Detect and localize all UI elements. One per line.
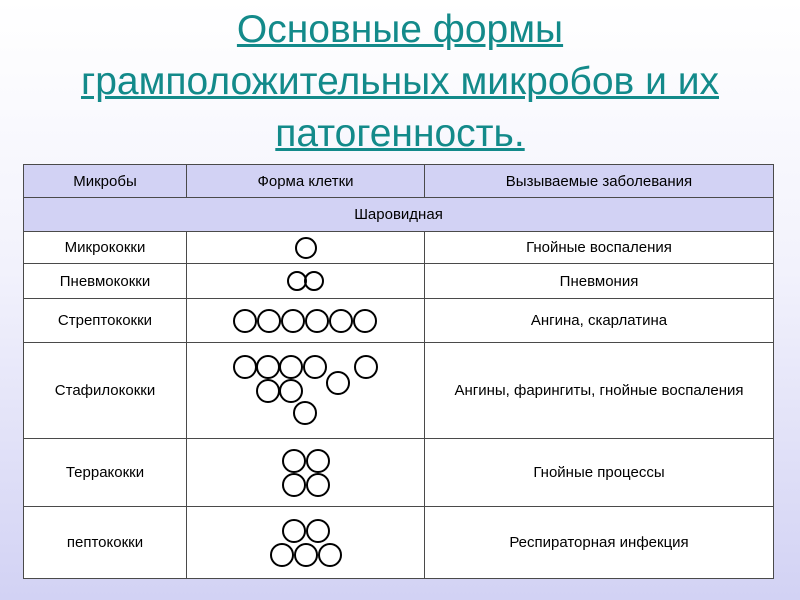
diplococcus-icon bbox=[285, 270, 327, 292]
table-row bbox=[24, 343, 774, 439]
group-row bbox=[24, 198, 774, 232]
chain-of-cocci-icon bbox=[233, 308, 379, 334]
cell-shape bbox=[187, 232, 425, 264]
cell-shape bbox=[187, 507, 425, 579]
microbe-name: Терракокки bbox=[24, 439, 187, 507]
group-label: Шаровидная bbox=[24, 198, 774, 232]
table-row bbox=[24, 232, 774, 264]
microbe-name: Стрептококки bbox=[24, 299, 187, 343]
single-coccus-icon bbox=[294, 235, 318, 261]
page-title bbox=[0, 4, 800, 160]
disease-text: Ангины, фарингиты, гнойные воспаления bbox=[425, 343, 774, 439]
disease-text: Гнойные процессы bbox=[425, 439, 774, 507]
microbe-name: Микрококки bbox=[24, 232, 187, 264]
title-line-3: патогенность. bbox=[275, 112, 525, 155]
disease-text: Гнойные воспаления bbox=[425, 232, 774, 264]
cell-shape bbox=[187, 264, 425, 299]
cell-shape bbox=[187, 299, 425, 343]
pyramid-of-cocci-icon bbox=[269, 517, 343, 569]
table-row bbox=[24, 439, 774, 507]
title-line-1: Основные формы bbox=[236, 8, 564, 51]
cell-shape bbox=[187, 439, 425, 507]
header-diseases: Вызываемые заболевания bbox=[425, 165, 774, 198]
table-row bbox=[24, 299, 774, 343]
disease-text: Ангина, скарлатина bbox=[425, 299, 774, 343]
title-line-2: грамположительных микробов и их bbox=[80, 60, 719, 103]
microbe-name: пептококки bbox=[24, 507, 187, 579]
table-row bbox=[24, 507, 774, 579]
disease-text: Респираторная инфекция bbox=[425, 507, 774, 579]
header-cell-shape: Форма клетки bbox=[187, 165, 425, 198]
cell-shape bbox=[187, 343, 425, 439]
microbe-name: Пневмококки bbox=[24, 264, 187, 299]
disease-text: Пневмония bbox=[425, 264, 774, 299]
cluster-of-cocci-icon bbox=[233, 355, 379, 427]
table-header-row bbox=[24, 165, 774, 198]
microbes-table bbox=[23, 164, 774, 579]
microbe-name: Стафилококки bbox=[24, 343, 187, 439]
tetrad-of-cocci-icon bbox=[281, 448, 331, 498]
table-row bbox=[24, 264, 774, 299]
header-microbes: Микробы bbox=[24, 165, 187, 198]
